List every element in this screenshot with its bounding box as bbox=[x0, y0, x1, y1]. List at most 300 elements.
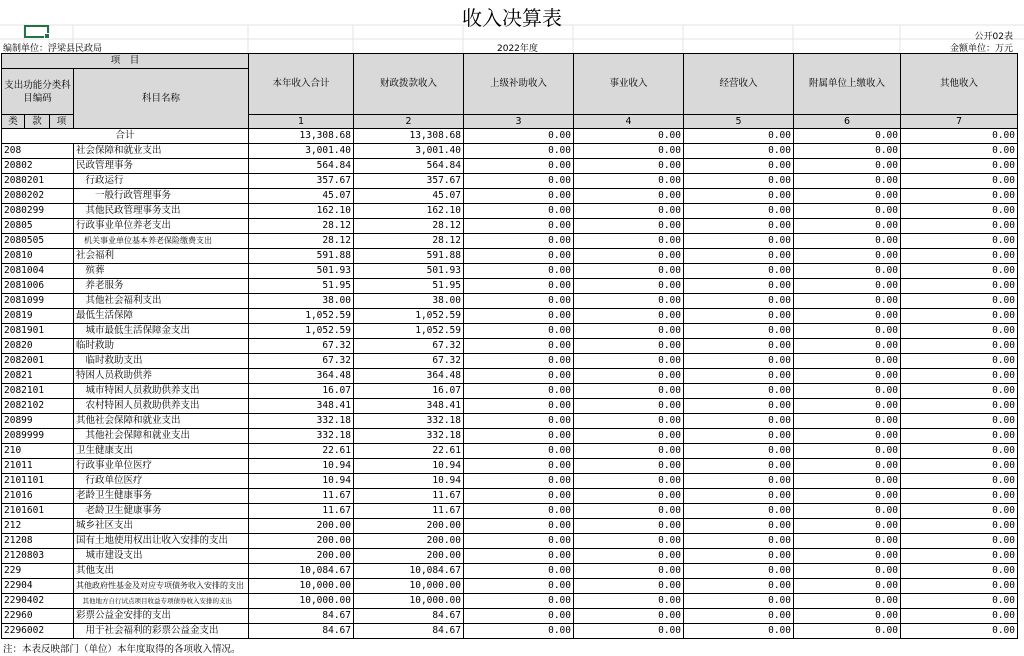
cell-superior-subsidy[interactable]: 0.00 bbox=[464, 624, 574, 639]
cell-affiliated-income[interactable]: 0.00 bbox=[794, 159, 901, 174]
cell-other-income[interactable]: 0.00 bbox=[901, 144, 1018, 159]
cell-total-income[interactable]: 3,001.40 bbox=[249, 144, 354, 159]
cell-operating-income[interactable]: 0.00 bbox=[684, 594, 794, 609]
cell-fiscal-appropriation[interactable]: 364.48 bbox=[354, 369, 464, 384]
cell-affiliated-income[interactable]: 0.00 bbox=[794, 264, 901, 279]
cell-affiliated-income[interactable]: 0.00 bbox=[794, 399, 901, 414]
cell-superior-subsidy[interactable]: 0.00 bbox=[464, 504, 574, 519]
cell-other-income[interactable]: 0.00 bbox=[901, 249, 1018, 264]
cell-operating-income[interactable]: 0.00 bbox=[684, 144, 794, 159]
cell-superior-subsidy[interactable]: 0.00 bbox=[464, 489, 574, 504]
cell-operating-income[interactable]: 0.00 bbox=[684, 609, 794, 624]
cell-superior-subsidy[interactable]: 0.00 bbox=[464, 369, 574, 384]
cell-fiscal-appropriation[interactable]: 1,052.59 bbox=[354, 324, 464, 339]
cell-superior-subsidy[interactable]: 0.00 bbox=[464, 594, 574, 609]
cell-superior-subsidy[interactable]: 0.00 bbox=[464, 249, 574, 264]
cell-total-income[interactable]: 1,052.59 bbox=[249, 309, 354, 324]
subject-code[interactable]: 20821 bbox=[2, 369, 74, 384]
subject-name[interactable]: 城乡社区支出 bbox=[74, 519, 249, 534]
cell-superior-subsidy[interactable]: 0.00 bbox=[464, 144, 574, 159]
cell-affiliated-income[interactable]: 0.00 bbox=[794, 144, 901, 159]
cell-other-income[interactable]: 0.00 bbox=[901, 459, 1018, 474]
cell-operating-income[interactable]: 0.00 bbox=[684, 174, 794, 189]
cell-other-income[interactable]: 0.00 bbox=[901, 294, 1018, 309]
cell-total-income[interactable]: 22.61 bbox=[249, 444, 354, 459]
subject-code[interactable]: 2081901 bbox=[2, 324, 74, 339]
subject-code[interactable]: 2082001 bbox=[2, 354, 74, 369]
subject-name[interactable]: 其他社会保障和就业支出 bbox=[74, 429, 249, 444]
cell-fiscal-appropriation[interactable]: 357.67 bbox=[354, 174, 464, 189]
subject-code[interactable]: 2081004 bbox=[2, 264, 74, 279]
cell-fiscal-appropriation[interactable]: 45.07 bbox=[354, 189, 464, 204]
total-value[interactable]: 0.00 bbox=[684, 129, 794, 144]
subject-name[interactable]: 其他社会保障和就业支出 bbox=[74, 414, 249, 429]
cell-other-income[interactable]: 0.00 bbox=[901, 369, 1018, 384]
subject-code[interactable]: 2082101 bbox=[2, 384, 74, 399]
cell-other-income[interactable]: 0.00 bbox=[901, 489, 1018, 504]
subject-code[interactable]: 2081099 bbox=[2, 294, 74, 309]
cell-fiscal-appropriation[interactable]: 67.32 bbox=[354, 354, 464, 369]
cell-total-income[interactable]: 10,000.00 bbox=[249, 579, 354, 594]
subject-name[interactable]: 行政事业单位医疗 bbox=[74, 459, 249, 474]
cell-other-income[interactable]: 0.00 bbox=[901, 399, 1018, 414]
cell-other-income[interactable]: 0.00 bbox=[901, 264, 1018, 279]
cell-business-income[interactable]: 0.00 bbox=[574, 504, 684, 519]
cell-affiliated-income[interactable]: 0.00 bbox=[794, 219, 901, 234]
cell-other-income[interactable]: 0.00 bbox=[901, 534, 1018, 549]
cell-business-income[interactable]: 0.00 bbox=[574, 414, 684, 429]
cell-operating-income[interactable]: 0.00 bbox=[684, 249, 794, 264]
cell-superior-subsidy[interactable]: 0.00 bbox=[464, 384, 574, 399]
cell-operating-income[interactable]: 0.00 bbox=[684, 474, 794, 489]
cell-business-income[interactable]: 0.00 bbox=[574, 189, 684, 204]
cell-total-income[interactable]: 200.00 bbox=[249, 534, 354, 549]
cell-fiscal-appropriation[interactable]: 11.67 bbox=[354, 504, 464, 519]
total-value[interactable]: 13,308.68 bbox=[354, 129, 464, 144]
cell-other-income[interactable]: 0.00 bbox=[901, 174, 1018, 189]
subject-name[interactable]: 社会保障和就业支出 bbox=[74, 144, 249, 159]
cell-superior-subsidy[interactable]: 0.00 bbox=[464, 564, 574, 579]
cell-fiscal-appropriation[interactable]: 501.93 bbox=[354, 264, 464, 279]
cell-affiliated-income[interactable]: 0.00 bbox=[794, 444, 901, 459]
cell-other-income[interactable]: 0.00 bbox=[901, 354, 1018, 369]
cell-superior-subsidy[interactable]: 0.00 bbox=[464, 414, 574, 429]
cell-operating-income[interactable]: 0.00 bbox=[684, 354, 794, 369]
cell-total-income[interactable]: 10.94 bbox=[249, 459, 354, 474]
cell-other-income[interactable]: 0.00 bbox=[901, 219, 1018, 234]
cell-other-income[interactable]: 0.00 bbox=[901, 519, 1018, 534]
cell-total-income[interactable]: 10,084.67 bbox=[249, 564, 354, 579]
cell-superior-subsidy[interactable]: 0.00 bbox=[464, 264, 574, 279]
cell-total-income[interactable]: 28.12 bbox=[249, 234, 354, 249]
cell-fiscal-appropriation[interactable]: 38.00 bbox=[354, 294, 464, 309]
subject-name[interactable]: 用于社会福利的彩票公益金支出 bbox=[74, 624, 249, 639]
subject-name[interactable]: 其他支出 bbox=[74, 564, 249, 579]
cell-total-income[interactable]: 1,052.59 bbox=[249, 324, 354, 339]
cell-business-income[interactable]: 0.00 bbox=[574, 609, 684, 624]
cell-fiscal-appropriation[interactable]: 200.00 bbox=[354, 534, 464, 549]
cell-business-income[interactable]: 0.00 bbox=[574, 444, 684, 459]
cell-operating-income[interactable]: 0.00 bbox=[684, 159, 794, 174]
cell-business-income[interactable]: 0.00 bbox=[574, 429, 684, 444]
subject-name[interactable]: 老龄卫生健康事务 bbox=[74, 504, 249, 519]
cell-other-income[interactable]: 0.00 bbox=[901, 594, 1018, 609]
cell-fiscal-appropriation[interactable]: 10.94 bbox=[354, 459, 464, 474]
cell-affiliated-income[interactable]: 0.00 bbox=[794, 324, 901, 339]
subject-code[interactable]: 2101601 bbox=[2, 504, 74, 519]
cell-business-income[interactable]: 0.00 bbox=[574, 369, 684, 384]
cell-other-income[interactable]: 0.00 bbox=[901, 609, 1018, 624]
cell-total-income[interactable]: 200.00 bbox=[249, 519, 354, 534]
cell-total-income[interactable]: 332.18 bbox=[249, 414, 354, 429]
cell-other-income[interactable]: 0.00 bbox=[901, 414, 1018, 429]
cell-fiscal-appropriation[interactable]: 162.10 bbox=[354, 204, 464, 219]
cell-fiscal-appropriation[interactable]: 10,000.00 bbox=[354, 594, 464, 609]
subject-code[interactable]: 2101101 bbox=[2, 474, 74, 489]
subject-code[interactable]: 22904 bbox=[2, 579, 74, 594]
cell-other-income[interactable]: 0.00 bbox=[901, 339, 1018, 354]
cell-affiliated-income[interactable]: 0.00 bbox=[794, 339, 901, 354]
cell-operating-income[interactable]: 0.00 bbox=[684, 219, 794, 234]
cell-operating-income[interactable]: 0.00 bbox=[684, 324, 794, 339]
cell-affiliated-income[interactable]: 0.00 bbox=[794, 249, 901, 264]
cell-business-income[interactable]: 0.00 bbox=[574, 534, 684, 549]
subject-name[interactable]: 民政管理事务 bbox=[74, 159, 249, 174]
subject-name[interactable]: 社会福利 bbox=[74, 249, 249, 264]
subject-code[interactable]: 20805 bbox=[2, 219, 74, 234]
cell-total-income[interactable]: 84.67 bbox=[249, 609, 354, 624]
cell-business-income[interactable]: 0.00 bbox=[574, 279, 684, 294]
subject-name[interactable]: 老龄卫生健康事务 bbox=[74, 489, 249, 504]
subject-code[interactable]: 22960 bbox=[2, 609, 74, 624]
subject-code[interactable]: 21011 bbox=[2, 459, 74, 474]
cell-business-income[interactable]: 0.00 bbox=[574, 249, 684, 264]
cell-operating-income[interactable]: 0.00 bbox=[684, 294, 794, 309]
cell-fiscal-appropriation[interactable]: 591.88 bbox=[354, 249, 464, 264]
cell-operating-income[interactable]: 0.00 bbox=[684, 459, 794, 474]
cell-superior-subsidy[interactable]: 0.00 bbox=[464, 549, 574, 564]
cell-business-income[interactable]: 0.00 bbox=[574, 459, 684, 474]
cell-affiliated-income[interactable]: 0.00 bbox=[794, 279, 901, 294]
cell-total-income[interactable]: 67.32 bbox=[249, 354, 354, 369]
cell-operating-income[interactable]: 0.00 bbox=[684, 189, 794, 204]
cell-superior-subsidy[interactable]: 0.00 bbox=[464, 204, 574, 219]
cell-total-income[interactable]: 16.07 bbox=[249, 384, 354, 399]
cell-affiliated-income[interactable]: 0.00 bbox=[794, 579, 901, 594]
subject-name[interactable]: 其他地方自行试点项目收益专项债券收入安排的支出 bbox=[74, 594, 249, 609]
fill-handle[interactable] bbox=[44, 33, 50, 39]
cell-affiliated-income[interactable]: 0.00 bbox=[794, 609, 901, 624]
cell-operating-income[interactable]: 0.00 bbox=[684, 369, 794, 384]
total-value[interactable]: 0.00 bbox=[901, 129, 1018, 144]
cell-operating-income[interactable]: 0.00 bbox=[684, 564, 794, 579]
subject-code[interactable]: 212 bbox=[2, 519, 74, 534]
cell-other-income[interactable]: 0.00 bbox=[901, 579, 1018, 594]
cell-superior-subsidy[interactable]: 0.00 bbox=[464, 219, 574, 234]
subject-code[interactable]: 20820 bbox=[2, 339, 74, 354]
cell-superior-subsidy[interactable]: 0.00 bbox=[464, 339, 574, 354]
subject-code[interactable]: 2089999 bbox=[2, 429, 74, 444]
subject-name[interactable]: 临时救助 bbox=[74, 339, 249, 354]
total-value[interactable]: 0.00 bbox=[574, 129, 684, 144]
cell-total-income[interactable]: 200.00 bbox=[249, 549, 354, 564]
subject-code[interactable]: 2290402 bbox=[2, 594, 74, 609]
subject-code[interactable]: 2081006 bbox=[2, 279, 74, 294]
cell-operating-income[interactable]: 0.00 bbox=[684, 234, 794, 249]
subject-code[interactable]: 20810 bbox=[2, 249, 74, 264]
subject-name[interactable]: 机关事业单位基本养老保险缴费支出 bbox=[74, 234, 249, 249]
subject-name[interactable]: 最低生活保障 bbox=[74, 309, 249, 324]
cell-operating-income[interactable]: 0.00 bbox=[684, 264, 794, 279]
subject-code[interactable]: 2120803 bbox=[2, 549, 74, 564]
subject-code[interactable]: 208 bbox=[2, 144, 74, 159]
cell-affiliated-income[interactable]: 0.00 bbox=[794, 564, 901, 579]
cell-superior-subsidy[interactable]: 0.00 bbox=[464, 234, 574, 249]
cell-other-income[interactable]: 0.00 bbox=[901, 189, 1018, 204]
cell-affiliated-income[interactable]: 0.00 bbox=[794, 294, 901, 309]
cell-affiliated-income[interactable]: 0.00 bbox=[794, 189, 901, 204]
subject-code[interactable]: 21208 bbox=[2, 534, 74, 549]
cell-superior-subsidy[interactable]: 0.00 bbox=[464, 324, 574, 339]
cell-total-income[interactable]: 162.10 bbox=[249, 204, 354, 219]
cell-business-income[interactable]: 0.00 bbox=[574, 234, 684, 249]
cell-business-income[interactable]: 0.00 bbox=[574, 549, 684, 564]
subject-name[interactable]: 国有土地使用权出让收入安排的支出 bbox=[74, 534, 249, 549]
cell-business-income[interactable]: 0.00 bbox=[574, 474, 684, 489]
subject-name[interactable]: 城市最低生活保障金支出 bbox=[74, 324, 249, 339]
cell-business-income[interactable]: 0.00 bbox=[574, 384, 684, 399]
cell-superior-subsidy[interactable]: 0.00 bbox=[464, 534, 574, 549]
subject-code[interactable]: 20899 bbox=[2, 414, 74, 429]
subject-name[interactable]: 一般行政管理事务 bbox=[74, 189, 249, 204]
cell-superior-subsidy[interactable]: 0.00 bbox=[464, 309, 574, 324]
subject-code[interactable]: 2080201 bbox=[2, 174, 74, 189]
cell-fiscal-appropriation[interactable]: 10,000.00 bbox=[354, 579, 464, 594]
cell-superior-subsidy[interactable]: 0.00 bbox=[464, 279, 574, 294]
cell-affiliated-income[interactable]: 0.00 bbox=[794, 624, 901, 639]
subject-name[interactable]: 行政运行 bbox=[74, 174, 249, 189]
cell-affiliated-income[interactable]: 0.00 bbox=[794, 504, 901, 519]
subject-code[interactable]: 21016 bbox=[2, 489, 74, 504]
cell-fiscal-appropriation[interactable]: 84.67 bbox=[354, 609, 464, 624]
cell-other-income[interactable]: 0.00 bbox=[901, 429, 1018, 444]
cell-fiscal-appropriation[interactable]: 28.12 bbox=[354, 234, 464, 249]
cell-other-income[interactable]: 0.00 bbox=[901, 564, 1018, 579]
cell-total-income[interactable]: 51.95 bbox=[249, 279, 354, 294]
cell-operating-income[interactable]: 0.00 bbox=[684, 279, 794, 294]
cell-business-income[interactable]: 0.00 bbox=[574, 144, 684, 159]
cell-business-income[interactable]: 0.00 bbox=[574, 159, 684, 174]
cell-superior-subsidy[interactable]: 0.00 bbox=[464, 444, 574, 459]
cell-operating-income[interactable]: 0.00 bbox=[684, 309, 794, 324]
cell-superior-subsidy[interactable]: 0.00 bbox=[464, 159, 574, 174]
cell-other-income[interactable]: 0.00 bbox=[901, 384, 1018, 399]
cell-business-income[interactable]: 0.00 bbox=[574, 489, 684, 504]
cell-total-income[interactable]: 501.93 bbox=[249, 264, 354, 279]
cell-fiscal-appropriation[interactable]: 1,052.59 bbox=[354, 309, 464, 324]
cell-total-income[interactable]: 38.00 bbox=[249, 294, 354, 309]
cell-business-income[interactable]: 0.00 bbox=[574, 264, 684, 279]
cell-fiscal-appropriation[interactable]: 3,001.40 bbox=[354, 144, 464, 159]
cell-total-income[interactable]: 591.88 bbox=[249, 249, 354, 264]
cell-business-income[interactable]: 0.00 bbox=[574, 519, 684, 534]
cell-total-income[interactable]: 67.32 bbox=[249, 339, 354, 354]
subject-code[interactable]: 2080299 bbox=[2, 204, 74, 219]
cell-fiscal-appropriation[interactable]: 67.32 bbox=[354, 339, 464, 354]
total-label[interactable]: 合计 bbox=[2, 129, 249, 144]
total-value[interactable]: 0.00 bbox=[794, 129, 901, 144]
cell-fiscal-appropriation[interactable]: 22.61 bbox=[354, 444, 464, 459]
cell-affiliated-income[interactable]: 0.00 bbox=[794, 534, 901, 549]
cell-affiliated-income[interactable]: 0.00 bbox=[794, 429, 901, 444]
cell-operating-income[interactable]: 0.00 bbox=[684, 624, 794, 639]
cell-operating-income[interactable]: 0.00 bbox=[684, 489, 794, 504]
cell-fiscal-appropriation[interactable]: 200.00 bbox=[354, 549, 464, 564]
cell-business-income[interactable]: 0.00 bbox=[574, 309, 684, 324]
cell-business-income[interactable]: 0.00 bbox=[574, 354, 684, 369]
cell-total-income[interactable]: 10,000.00 bbox=[249, 594, 354, 609]
cell-superior-subsidy[interactable]: 0.00 bbox=[464, 174, 574, 189]
cell-other-income[interactable]: 0.00 bbox=[901, 549, 1018, 564]
cell-other-income[interactable]: 0.00 bbox=[901, 474, 1018, 489]
subject-code[interactable]: 229 bbox=[2, 564, 74, 579]
subject-code[interactable]: 2082102 bbox=[2, 399, 74, 414]
cell-affiliated-income[interactable]: 0.00 bbox=[794, 594, 901, 609]
subject-name[interactable]: 其他民政管理事务支出 bbox=[74, 204, 249, 219]
total-value[interactable]: 13,308.68 bbox=[249, 129, 354, 144]
cell-operating-income[interactable]: 0.00 bbox=[684, 204, 794, 219]
subject-name[interactable]: 其他社会福利支出 bbox=[74, 294, 249, 309]
subject-code[interactable]: 2296002 bbox=[2, 624, 74, 639]
cell-affiliated-income[interactable]: 0.00 bbox=[794, 174, 901, 189]
cell-operating-income[interactable]: 0.00 bbox=[684, 519, 794, 534]
cell-total-income[interactable]: 11.67 bbox=[249, 489, 354, 504]
cell-fiscal-appropriation[interactable]: 332.18 bbox=[354, 429, 464, 444]
cell-fiscal-appropriation[interactable]: 51.95 bbox=[354, 279, 464, 294]
cell-operating-income[interactable]: 0.00 bbox=[684, 444, 794, 459]
subject-code[interactable]: 20819 bbox=[2, 309, 74, 324]
cell-superior-subsidy[interactable]: 0.00 bbox=[464, 294, 574, 309]
subject-name[interactable]: 彩票公益金安排的支出 bbox=[74, 609, 249, 624]
cell-affiliated-income[interactable]: 0.00 bbox=[794, 489, 901, 504]
cell-fiscal-appropriation[interactable]: 16.07 bbox=[354, 384, 464, 399]
cell-total-income[interactable]: 332.18 bbox=[249, 429, 354, 444]
cell-operating-income[interactable]: 0.00 bbox=[684, 549, 794, 564]
cell-business-income[interactable]: 0.00 bbox=[574, 579, 684, 594]
cell-other-income[interactable]: 0.00 bbox=[901, 504, 1018, 519]
subject-code[interactable]: 2080505 bbox=[2, 234, 74, 249]
cell-fiscal-appropriation[interactable]: 10.94 bbox=[354, 474, 464, 489]
cell-total-income[interactable]: 84.67 bbox=[249, 624, 354, 639]
cell-total-income[interactable]: 45.07 bbox=[249, 189, 354, 204]
cell-fiscal-appropriation[interactable]: 564.84 bbox=[354, 159, 464, 174]
cell-total-income[interactable]: 564.84 bbox=[249, 159, 354, 174]
cell-business-income[interactable]: 0.00 bbox=[574, 174, 684, 189]
cell-affiliated-income[interactable]: 0.00 bbox=[794, 204, 901, 219]
cell-operating-income[interactable]: 0.00 bbox=[684, 384, 794, 399]
subject-code[interactable]: 2080202 bbox=[2, 189, 74, 204]
subject-name[interactable]: 城市建设支出 bbox=[74, 549, 249, 564]
subject-code[interactable]: 210 bbox=[2, 444, 74, 459]
cell-business-income[interactable]: 0.00 bbox=[574, 624, 684, 639]
cell-operating-income[interactable]: 0.00 bbox=[684, 414, 794, 429]
subject-name[interactable]: 农村特困人员救助供养支出 bbox=[74, 399, 249, 414]
subject-name[interactable]: 城市特困人员救助供养支出 bbox=[74, 384, 249, 399]
cell-superior-subsidy[interactable]: 0.00 bbox=[464, 189, 574, 204]
cell-affiliated-income[interactable]: 0.00 bbox=[794, 384, 901, 399]
cell-affiliated-income[interactable]: 0.00 bbox=[794, 414, 901, 429]
total-value[interactable]: 0.00 bbox=[464, 129, 574, 144]
cell-other-income[interactable]: 0.00 bbox=[901, 444, 1018, 459]
cell-superior-subsidy[interactable]: 0.00 bbox=[464, 579, 574, 594]
subject-name[interactable]: 特困人员救助供养 bbox=[74, 369, 249, 384]
subject-name[interactable]: 养老服务 bbox=[74, 279, 249, 294]
cell-affiliated-income[interactable]: 0.00 bbox=[794, 369, 901, 384]
cell-affiliated-income[interactable]: 0.00 bbox=[794, 234, 901, 249]
cell-other-income[interactable]: 0.00 bbox=[901, 159, 1018, 174]
cell-fiscal-appropriation[interactable]: 11.67 bbox=[354, 489, 464, 504]
cell-total-income[interactable]: 357.67 bbox=[249, 174, 354, 189]
cell-total-income[interactable]: 348.41 bbox=[249, 399, 354, 414]
subject-code[interactable]: 20802 bbox=[2, 159, 74, 174]
cell-total-income[interactable]: 10.94 bbox=[249, 474, 354, 489]
cell-affiliated-income[interactable]: 0.00 bbox=[794, 474, 901, 489]
cell-other-income[interactable]: 0.00 bbox=[901, 204, 1018, 219]
subject-name[interactable]: 卫生健康支出 bbox=[74, 444, 249, 459]
cell-operating-income[interactable]: 0.00 bbox=[684, 534, 794, 549]
cell-total-income[interactable]: 364.48 bbox=[249, 369, 354, 384]
cell-other-income[interactable]: 0.00 bbox=[901, 234, 1018, 249]
cell-fiscal-appropriation[interactable]: 28.12 bbox=[354, 219, 464, 234]
cell-fiscal-appropriation[interactable]: 332.18 bbox=[354, 414, 464, 429]
subject-name[interactable]: 殡葬 bbox=[74, 264, 249, 279]
cell-fiscal-appropriation[interactable]: 84.67 bbox=[354, 624, 464, 639]
cell-superior-subsidy[interactable]: 0.00 bbox=[464, 354, 574, 369]
cell-superior-subsidy[interactable]: 0.00 bbox=[464, 459, 574, 474]
cell-affiliated-income[interactable]: 0.00 bbox=[794, 354, 901, 369]
cell-operating-income[interactable]: 0.00 bbox=[684, 579, 794, 594]
cell-business-income[interactable]: 0.00 bbox=[574, 294, 684, 309]
cell-affiliated-income[interactable]: 0.00 bbox=[794, 309, 901, 324]
cell-total-income[interactable]: 28.12 bbox=[249, 219, 354, 234]
cell-affiliated-income[interactable]: 0.00 bbox=[794, 549, 901, 564]
cell-operating-income[interactable]: 0.00 bbox=[684, 429, 794, 444]
cell-business-income[interactable]: 0.00 bbox=[574, 594, 684, 609]
cell-operating-income[interactable]: 0.00 bbox=[684, 399, 794, 414]
cell-affiliated-income[interactable]: 0.00 bbox=[794, 519, 901, 534]
cell-superior-subsidy[interactable]: 0.00 bbox=[464, 474, 574, 489]
cell-total-income[interactable]: 11.67 bbox=[249, 504, 354, 519]
cell-superior-subsidy[interactable]: 0.00 bbox=[464, 429, 574, 444]
cell-fiscal-appropriation[interactable]: 10,084.67 bbox=[354, 564, 464, 579]
cell-other-income[interactable]: 0.00 bbox=[901, 309, 1018, 324]
cell-affiliated-income[interactable]: 0.00 bbox=[794, 459, 901, 474]
cell-fiscal-appropriation[interactable]: 348.41 bbox=[354, 399, 464, 414]
cell-other-income[interactable]: 0.00 bbox=[901, 279, 1018, 294]
cell-other-income[interactable]: 0.00 bbox=[901, 624, 1018, 639]
cell-superior-subsidy[interactable]: 0.00 bbox=[464, 399, 574, 414]
cell-business-income[interactable]: 0.00 bbox=[574, 219, 684, 234]
cell-business-income[interactable]: 0.00 bbox=[574, 339, 684, 354]
cell-business-income[interactable]: 0.00 bbox=[574, 564, 684, 579]
cell-business-income[interactable]: 0.00 bbox=[574, 399, 684, 414]
subject-name[interactable]: 其他政府性基金及对应专项债务收入安排的支出 bbox=[74, 579, 249, 594]
subject-name[interactable]: 行政事业单位养老支出 bbox=[74, 219, 249, 234]
cell-operating-income[interactable]: 0.00 bbox=[684, 339, 794, 354]
subject-name[interactable]: 行政单位医疗 bbox=[74, 474, 249, 489]
cell-business-income[interactable]: 0.00 bbox=[574, 204, 684, 219]
cell-operating-income[interactable]: 0.00 bbox=[684, 504, 794, 519]
